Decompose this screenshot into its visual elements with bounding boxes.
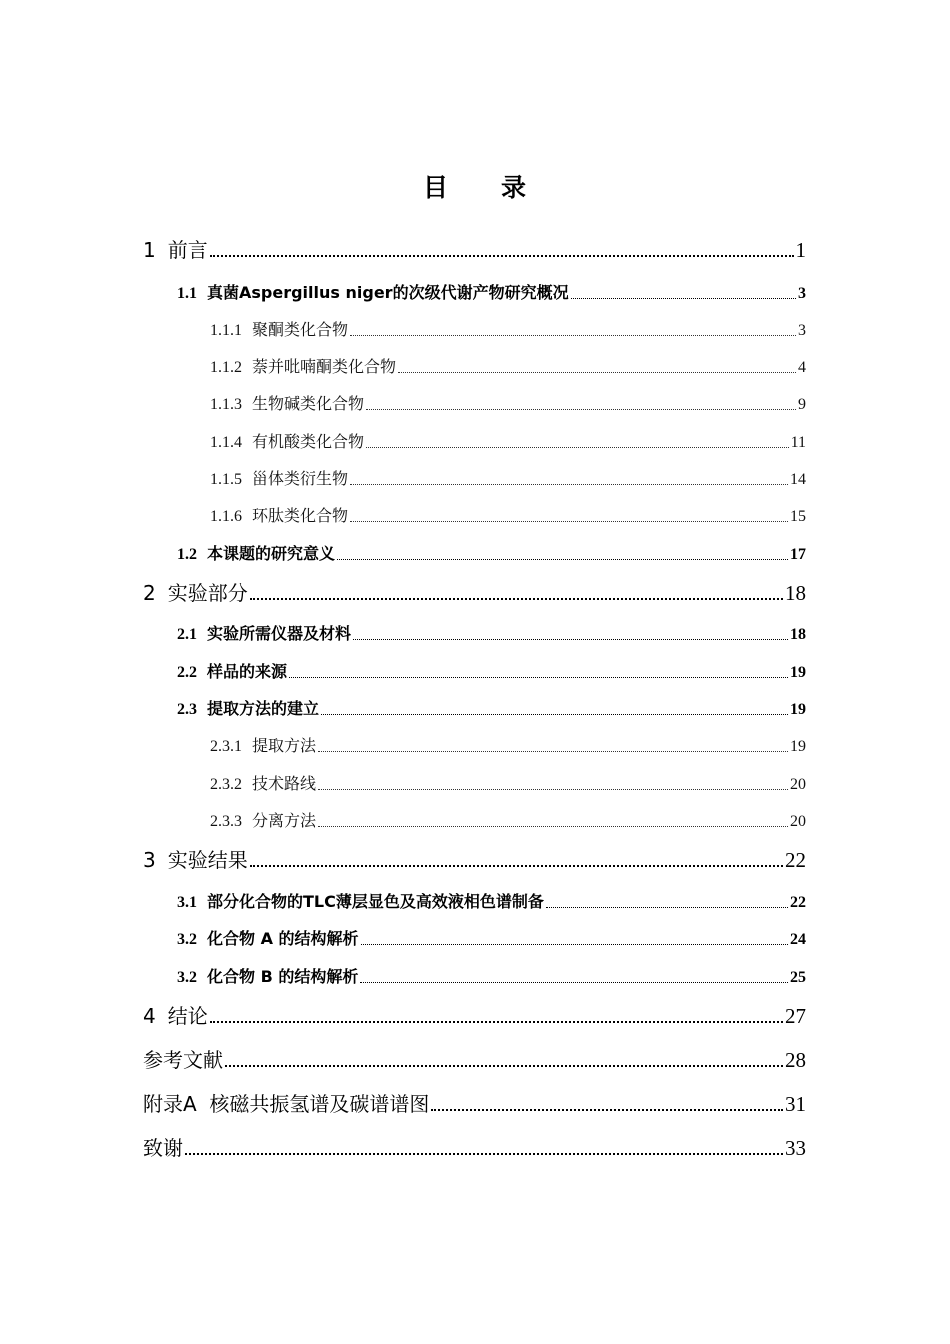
toc-entry-number: 4	[143, 1004, 156, 1028]
toc-entry-title: 参考文献	[143, 1048, 223, 1072]
toc-entry-number: 2.3.1	[210, 738, 242, 755]
toc-entry-page: 22	[790, 894, 806, 911]
toc-entry-number: 2	[143, 581, 156, 605]
toc-entry-number: 2.3.2	[210, 776, 242, 793]
toc-entry-page: 1	[795, 238, 806, 262]
toc-dot-leader	[250, 580, 783, 606]
toc-entry-page: 20	[790, 813, 806, 830]
toc-entry-page: 15	[790, 508, 806, 525]
toc-entry-title: 真菌Aspergillus niger的次级代谢产物研究概况	[207, 283, 569, 302]
toc-entry-title: 部分化合物的TLC薄层显色及高效液相色谱制备	[207, 892, 544, 911]
toc-entry-number: 1.1.6	[210, 508, 242, 525]
toc-entry-title: 聚酮类化合物	[252, 320, 349, 339]
toc-dot-leader	[431, 1091, 783, 1117]
toc-entry-page: 25	[790, 969, 806, 986]
toc-dot-leader	[289, 659, 788, 685]
toc-entry-3[interactable]	[143, 847, 806, 873]
toc-dot-leader	[185, 1135, 783, 1161]
toc-entry-number: 3	[143, 848, 156, 872]
toc-entry-number: 1.1.5	[210, 471, 242, 488]
toc-entry-title: 提取方法	[252, 736, 317, 755]
toc-entry-number: 1	[143, 238, 156, 262]
toc-entry-page: 24	[790, 931, 806, 948]
toc-entry-1-1[interactable]	[177, 280, 806, 306]
toc-entry-number: 1.1.4	[210, 434, 242, 451]
toc-entry-2[interactable]	[143, 580, 806, 606]
toc-entry-page: 11	[790, 434, 806, 451]
toc-entry-title: 致谢	[143, 1136, 183, 1160]
toc-entry-title: 实验所需仪器及材料	[207, 624, 352, 643]
toc-entry-page: 28	[785, 1048, 806, 1072]
toc-entry-page: 18	[785, 581, 806, 605]
toc-dot-leader	[337, 541, 788, 567]
toc-dot-leader	[250, 847, 783, 873]
toc-entry-page: 19	[790, 701, 806, 718]
toc-entry-1[interactable]	[143, 237, 806, 263]
toc-entry-number: 2.3.3	[210, 813, 242, 830]
toc-entry-title: 生物碱类化合物	[252, 394, 365, 413]
toc-entry-1-1-4[interactable]	[210, 429, 806, 455]
toc-entry-3-2-b[interactable]	[177, 964, 806, 990]
toc-entry-title: 附录A 核磁共振氢谱及碳谱谱图	[143, 1092, 430, 1116]
toc-entry-title: 结论	[167, 1004, 208, 1028]
toc-entry-1-1-5[interactable]	[210, 466, 806, 492]
page-title-char-1: 目	[422, 173, 449, 202]
toc-entry-page: 4	[798, 359, 806, 376]
toc-entry-page: 31	[785, 1092, 806, 1116]
toc-dot-leader	[546, 889, 788, 915]
toc-entry-page: 20	[790, 776, 806, 793]
toc-entry-2-3[interactable]	[177, 696, 806, 722]
toc-entry-1-1-1[interactable]	[210, 317, 806, 343]
toc-dot-leader	[321, 696, 788, 722]
toc-entry-page: 3	[798, 285, 806, 302]
toc-entry-number: 3.2	[177, 931, 197, 948]
toc-entry-page: 3	[798, 322, 806, 339]
toc-entry-page: 19	[790, 738, 806, 755]
toc-dot-leader	[366, 391, 796, 417]
toc-dot-leader	[318, 808, 788, 834]
toc-entry-title: 分离方法	[252, 811, 317, 830]
toc-entry-page: 9	[798, 396, 806, 413]
toc-entry-3-1[interactable]	[177, 889, 806, 915]
toc-entry-number: 1.1.3	[210, 396, 242, 413]
toc-entry-number: 2.1	[177, 626, 197, 643]
toc-entry-title: 实验部分	[167, 581, 248, 605]
toc-entry-1-2[interactable]	[177, 541, 806, 567]
toc-entry-title: 环肽类化合物	[252, 506, 349, 525]
toc-entry-1-1-3[interactable]	[210, 391, 806, 417]
toc-entry-page: 17	[790, 546, 806, 563]
toc-entry-title: 萘并吡喃酮类化合物	[252, 357, 397, 376]
toc-entry-page: 33	[785, 1136, 806, 1160]
toc-entry-number: 1.1.1	[210, 322, 242, 339]
toc-dot-leader	[350, 317, 796, 343]
toc-entry-title: 实验结果	[167, 848, 248, 872]
toc-entry-page: 22	[785, 848, 806, 872]
toc-entry-number: 1.2	[177, 546, 197, 563]
toc-dot-leader	[353, 621, 788, 647]
toc-dot-leader	[210, 1003, 783, 1029]
toc-dot-leader	[571, 280, 796, 306]
toc-dot-leader	[225, 1047, 783, 1073]
toc-entry-acknowledgements[interactable]	[143, 1135, 806, 1161]
toc-entry-page: 27	[785, 1004, 806, 1028]
toc-entry-title: 前言	[167, 238, 208, 262]
toc-entry-number: 2.2	[177, 664, 197, 681]
toc-entry-2-1[interactable]	[177, 621, 806, 647]
toc-entry-title: 化合物 B 的结构解析	[207, 967, 359, 986]
toc-dot-leader	[210, 237, 794, 263]
toc-entry-2-3-3[interactable]	[210, 808, 806, 834]
toc-entry-references[interactable]	[143, 1047, 806, 1073]
toc-entry-number: 3.2	[177, 969, 197, 986]
toc-entry-4[interactable]	[143, 1003, 806, 1029]
page-title-char-2: 录	[501, 173, 528, 202]
toc-entry-title: 样品的来源	[207, 662, 288, 681]
toc-entry-2-3-1[interactable]	[210, 733, 806, 759]
toc-entry-title: 甾体类衍生物	[252, 469, 349, 488]
toc-dot-leader	[318, 771, 788, 797]
toc-entry-title: 化合物 A 的结构解析	[207, 929, 359, 948]
toc-dot-leader	[361, 926, 788, 952]
toc-entry-number: 1.1.2	[210, 359, 242, 376]
toc-entry-title: 提取方法的建立	[207, 699, 320, 718]
toc-dot-leader	[366, 429, 789, 455]
toc-entry-3-2-a[interactable]	[177, 926, 806, 952]
toc-entry-number: 1.1	[177, 285, 197, 302]
toc-entry-2-2[interactable]	[177, 659, 806, 685]
toc-entry-page: 18	[790, 626, 806, 643]
toc-entry-page: 14	[790, 471, 806, 488]
toc-entry-2-3-2[interactable]	[210, 771, 806, 797]
toc-entry-title: 技术路线	[252, 774, 317, 793]
toc-entry-title: 有机酸类化合物	[252, 432, 365, 451]
toc-entry-number: 2.3	[177, 701, 197, 718]
toc-entry-number: 3.1	[177, 894, 197, 911]
toc-dot-leader	[350, 503, 788, 529]
page-title	[0, 168, 950, 204]
toc-dot-leader	[318, 733, 788, 759]
toc-dot-leader	[350, 466, 788, 492]
toc-dot-leader	[398, 354, 796, 380]
toc-entry-title: 本课题的研究意义	[207, 544, 336, 563]
toc-entry-1-1-6[interactable]	[210, 503, 806, 529]
toc-entry-appendix-a[interactable]	[143, 1091, 806, 1117]
toc-entry-page: 19	[790, 664, 806, 681]
toc-dot-leader	[360, 964, 788, 990]
toc-entry-1-1-2[interactable]	[210, 354, 806, 380]
